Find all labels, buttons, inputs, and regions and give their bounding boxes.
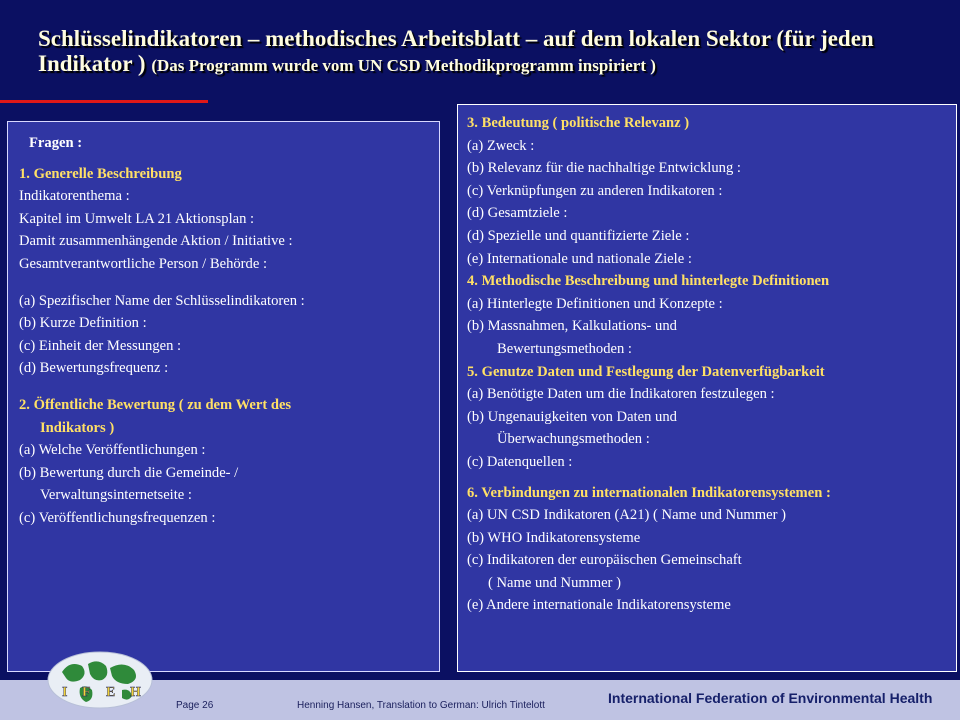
list-item: (a) Spezifischer Name der Schlüsselindikatoren : [19,292,305,309]
list-item-cont: Verwaltungsinternetseite : [40,487,192,504]
section-2-title: 2. Öffentliche Bewertung ( zu dem Wert des [19,396,292,413]
list-item: (d) Gesamtziele : [467,205,568,222]
list-item: (c) Veröffentlichungsfrequenzen : [19,509,216,526]
list-item-cont: ( Name und Nummer ) [488,574,621,591]
list-item: Kapitel im Umwelt LA 21 Aktionsplan : [19,210,255,227]
list-item: (a) Hinterlegte Definitionen und Konzepte : [467,295,723,312]
ifeh-logo [40,646,160,712]
section-2-title-cont: Indikators ) [40,419,115,436]
panel-heading: Fragen : [29,135,83,151]
logo-letter: I [62,685,68,700]
section-1-title: 1. Generelle Beschreibung [19,165,182,182]
list-item: (a) Welche Veröffentlichungen : [19,442,206,459]
list-item: (c) Verknüpfungen zu anderen Indikatoren : [467,182,723,199]
section-4-title: 4. Methodische Beschreibung und hinterlegte Definitionen [467,273,830,290]
page-number: Page 26 [176,700,214,711]
list-item-cont: Bewertungsmethoden : [497,340,632,357]
list-item: (e) Internationale und nationale Ziele : [467,250,692,267]
details-panel [457,104,957,672]
list-item: (a) Zweck : [467,137,535,154]
list-item: (b) Ungenauigkeiten von Daten und [467,408,677,425]
list-item: Gesamtverantwortliche Person / Behörde : [19,255,268,272]
logo-letter: H [130,685,141,700]
list-item: (b) Bewertung durch die Gemeinde- / [19,464,239,481]
list-item: (c) Indikatoren der europäischen Gemeinschaft [467,552,742,569]
organization-name: International Federation of Environmental Health [608,690,933,706]
questions-panel [7,121,440,672]
list-item: (b) WHO Indikatorensysteme [467,529,641,546]
section-5-title: 5. Genutze Daten und Festlegung der Datenverfügbarkeit [467,363,825,380]
list-item-cont: Überwachungsmethoden : [497,431,650,448]
list-item: (b) Kurze Definition : [19,315,147,332]
list-item: (e) Andere internationale Indikatorensysteme [467,597,731,614]
list-item: (b) Massnahmen, Kalkulations- und [467,318,677,335]
slide-title [38,26,938,78]
logo-letter: F [82,685,91,700]
list-item: (d) Spezielle und quantifizierte Ziele : [467,227,690,244]
list-item: (d) Bewertungsfrequenz : [19,360,169,377]
list-item: (c) Datenquellen : [467,453,573,470]
list-item: Indikatorenthema : [19,188,130,205]
section-6-title: 6. Verbindungen zu internationalen Indikatorensystemen : [467,484,831,501]
list-item: (a) UN CSD Indikatoren (A21) ( Name und Nummer ) [467,507,786,524]
list-item: Damit zusammenhängende Aktion / Initiative : [19,233,293,250]
section-3-title: 3. Bedeutung ( politische Relevanz ) [467,115,690,131]
list-item: (a) Benötigte Daten um die Indikatoren festzulegen : [467,386,775,403]
list-item: (c) Einheit der Messungen : [19,337,182,354]
logo-letter: E [106,685,116,700]
credit-line: Henning Hansen, Translation to German: Ulrich Tintelott [297,700,545,711]
accent-line [0,100,208,103]
list-item: (b) Relevanz für die nachhaltige Entwicklung : [467,160,741,177]
slide-title-main: Schlüsselindikatoren – methodisches Arbeitsblatt – auf dem lokalen Sektor (für jeden Indikator ) [38,26,874,76]
slide-title-sub: (Das Programm wurde vom UN CSD Methodikprogramm inspiriert ) [151,56,656,75]
